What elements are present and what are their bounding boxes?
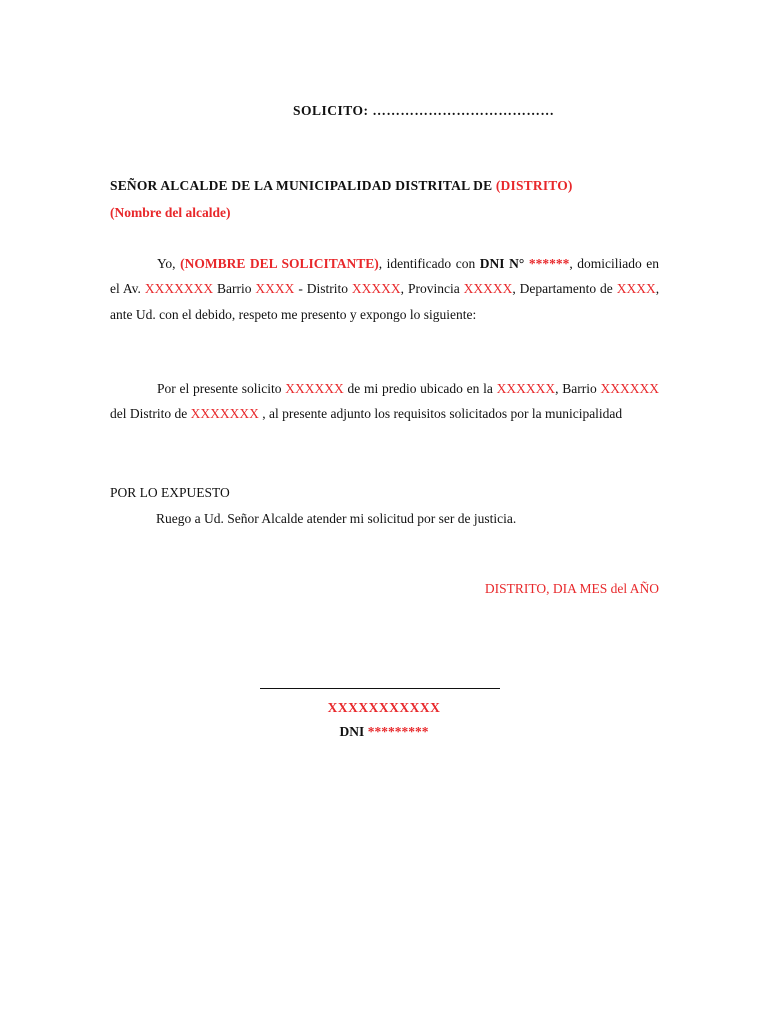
closing-heading: POR LO EXPUESTO [110,485,230,500]
dni-label: DNI N° [479,256,525,271]
p1-text: , domiciliado en el Av. [110,256,660,297]
barrio-placeholder: XXXXXX [600,381,660,396]
signature-dni-value: ********* [367,724,429,739]
subject-fill: ………………………………… [372,103,555,118]
p2-text: , Barrio [555,381,597,396]
dni-value: ****** [528,256,570,271]
p2-text: Por el presente solicito [157,381,282,396]
paragraph-introduction [110,251,659,327]
addressee-title: SEÑOR ALCALDE DE LA MUNICIPALIDAD DISTRITAL DE [110,178,493,193]
p2-text: de mi predio ubicado en la [347,381,493,396]
avenue-placeholder: XXXXXXX [144,281,214,297]
p1-text: , Departamento de [512,281,613,297]
p1-text: - Distrito [298,281,348,297]
place-placeholder: DISTRITO [484,581,547,596]
applicant-name: (NOMBRE DEL SOLICITANTE) [180,256,379,271]
place-date [485,581,659,597]
p1-text: Barrio [217,281,252,297]
barrio-placeholder: XXXX [255,281,295,297]
departamento-placeholder: XXXX [616,281,656,297]
signature-dni [260,724,508,740]
location-placeholder: XXXXXX [496,381,556,396]
p1-text: , identificado con [378,256,476,271]
signature-name: XXXXXXXXXXX [327,700,441,715]
subject-line [293,103,554,119]
signature-line [260,688,500,689]
paragraph-request [110,376,659,427]
p1-text: , Provincia [400,281,460,297]
provincia-placeholder: XXXXX [463,281,513,297]
subject-label: SOLICITO: [293,103,369,118]
p1-text: Yo, [157,256,176,271]
addressee-line [110,178,659,194]
date-placeholder: DIA MES del AÑO [552,581,659,596]
distrito-placeholder: XXXXXXX [190,406,259,422]
distrito-placeholder: XXXXX [351,281,401,297]
signature-dni-label: DNI [339,724,365,739]
closing-plea: Ruego a Ud. Señor Alcalde atender mi solicitud por ser de justicia. [156,511,517,526]
place-date-separator: , [546,581,550,596]
addressee-mayor-name: (Nombre del alcalde) [110,205,231,220]
addressee-district: (DISTRITO) [495,178,573,193]
p2-text: del Distrito de [110,406,188,422]
request-placeholder: XXXXXX [285,381,344,396]
p1-text: , ante Ud. con el debido, respeto me presento y expongo lo siguiente: [110,281,660,322]
p2-text: , al presente adjunto los requisitos solicitados por la municipalidad [262,406,623,422]
